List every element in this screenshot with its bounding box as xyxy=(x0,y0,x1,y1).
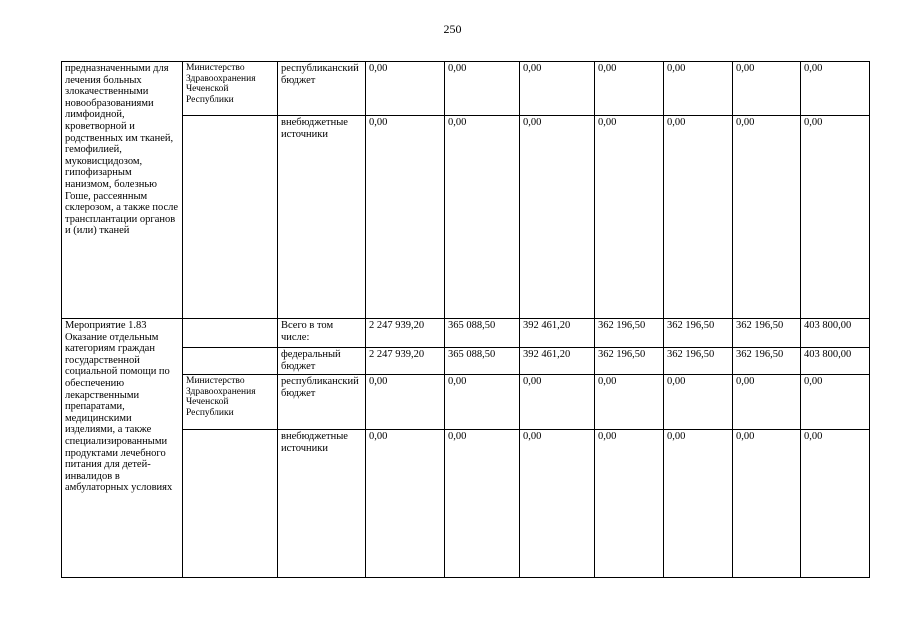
value-cell: 0,00 xyxy=(445,62,520,116)
responsible-executor: Министерство Здравоохранения Чеченской Республики xyxy=(183,375,278,430)
value-cell: 0,00 xyxy=(733,375,801,430)
value-cell: 0,00 xyxy=(801,375,870,430)
measure-description: предназначенными для лечения больных злокачественными новообразованиями лимфоидной, кроветворной и родственных им тканей, гемофилией, муковисцидозом, гипофизарным нанизмом, болезнью Гоше, рассеянным склерозом, а также после трансплантации органов и (или) тканей xyxy=(62,62,183,319)
value-cell: 0,00 xyxy=(733,62,801,116)
value-cell: 0,00 xyxy=(366,62,445,116)
table-row xyxy=(62,348,870,375)
responsible-executor xyxy=(183,348,278,375)
responsible-executor: Министерство Здравоохранения Чеченской Республики xyxy=(183,62,278,116)
value-cell: 0,00 xyxy=(595,62,664,116)
value-cell: 2 247 939,20 xyxy=(366,319,445,348)
value-cell: 362 196,50 xyxy=(733,319,801,348)
value-cell: 362 196,50 xyxy=(664,348,733,375)
value-cell: 0,00 xyxy=(733,116,801,319)
value-cell: 0,00 xyxy=(366,430,445,578)
value-cell: 0,00 xyxy=(520,375,595,430)
funding-source: Всего в том числе: xyxy=(278,319,366,348)
value-cell: 0,00 xyxy=(664,62,733,116)
funding-source: федеральный бюджет xyxy=(278,348,366,375)
value-cell: 362 196,50 xyxy=(595,319,664,348)
value-cell: 0,00 xyxy=(595,116,664,319)
value-cell: 0,00 xyxy=(664,375,733,430)
responsible-executor xyxy=(183,430,278,578)
value-cell: 0,00 xyxy=(801,430,870,578)
value-cell: 0,00 xyxy=(520,62,595,116)
table-row xyxy=(62,116,870,319)
table-row xyxy=(62,375,870,430)
table-row xyxy=(62,62,870,116)
value-cell: 0,00 xyxy=(520,430,595,578)
funding-source: республиканский бюджет xyxy=(278,375,366,430)
budget-table xyxy=(61,61,870,578)
value-cell: 362 196,50 xyxy=(733,348,801,375)
value-cell: 365 088,50 xyxy=(445,348,520,375)
value-cell: 0,00 xyxy=(445,116,520,319)
value-cell: 403 800,00 xyxy=(801,319,870,348)
value-cell: 0,00 xyxy=(595,375,664,430)
value-cell: 0,00 xyxy=(445,430,520,578)
value-cell: 0,00 xyxy=(733,430,801,578)
responsible-executor xyxy=(183,319,278,348)
value-cell: 392 461,20 xyxy=(520,348,595,375)
value-cell: 0,00 xyxy=(520,116,595,319)
value-cell: 2 247 939,20 xyxy=(366,348,445,375)
value-cell: 403 800,00 xyxy=(801,348,870,375)
responsible-executor xyxy=(183,116,278,319)
value-cell: 362 196,50 xyxy=(664,319,733,348)
value-cell: 0,00 xyxy=(366,116,445,319)
funding-source: внебюджетные источники xyxy=(278,116,366,319)
value-cell: 392 461,20 xyxy=(520,319,595,348)
value-cell: 362 196,50 xyxy=(595,348,664,375)
funding-source: внебюджетные источники xyxy=(278,430,366,578)
value-cell: 0,00 xyxy=(366,375,445,430)
value-cell: 0,00 xyxy=(445,375,520,430)
value-cell: 0,00 xyxy=(664,116,733,319)
value-cell: 0,00 xyxy=(595,430,664,578)
value-cell: 0,00 xyxy=(801,116,870,319)
measure-description: Мероприятие 1.83 Оказание отдельным категориям граждан государственной социальной помощи по обеспечению лекарственными препаратами, медицинскими изделиями, а также специализированными продуктами лечебного питания для детей-инвалидов в амбулаторных условиях xyxy=(62,319,183,578)
value-cell: 0,00 xyxy=(664,430,733,578)
page-number: 250 xyxy=(443,22,462,36)
value-cell: 365 088,50 xyxy=(445,319,520,348)
table-row xyxy=(62,430,870,578)
value-cell: 0,00 xyxy=(801,62,870,116)
funding-source: республиканский бюджет xyxy=(278,62,366,116)
table-row xyxy=(62,319,870,348)
